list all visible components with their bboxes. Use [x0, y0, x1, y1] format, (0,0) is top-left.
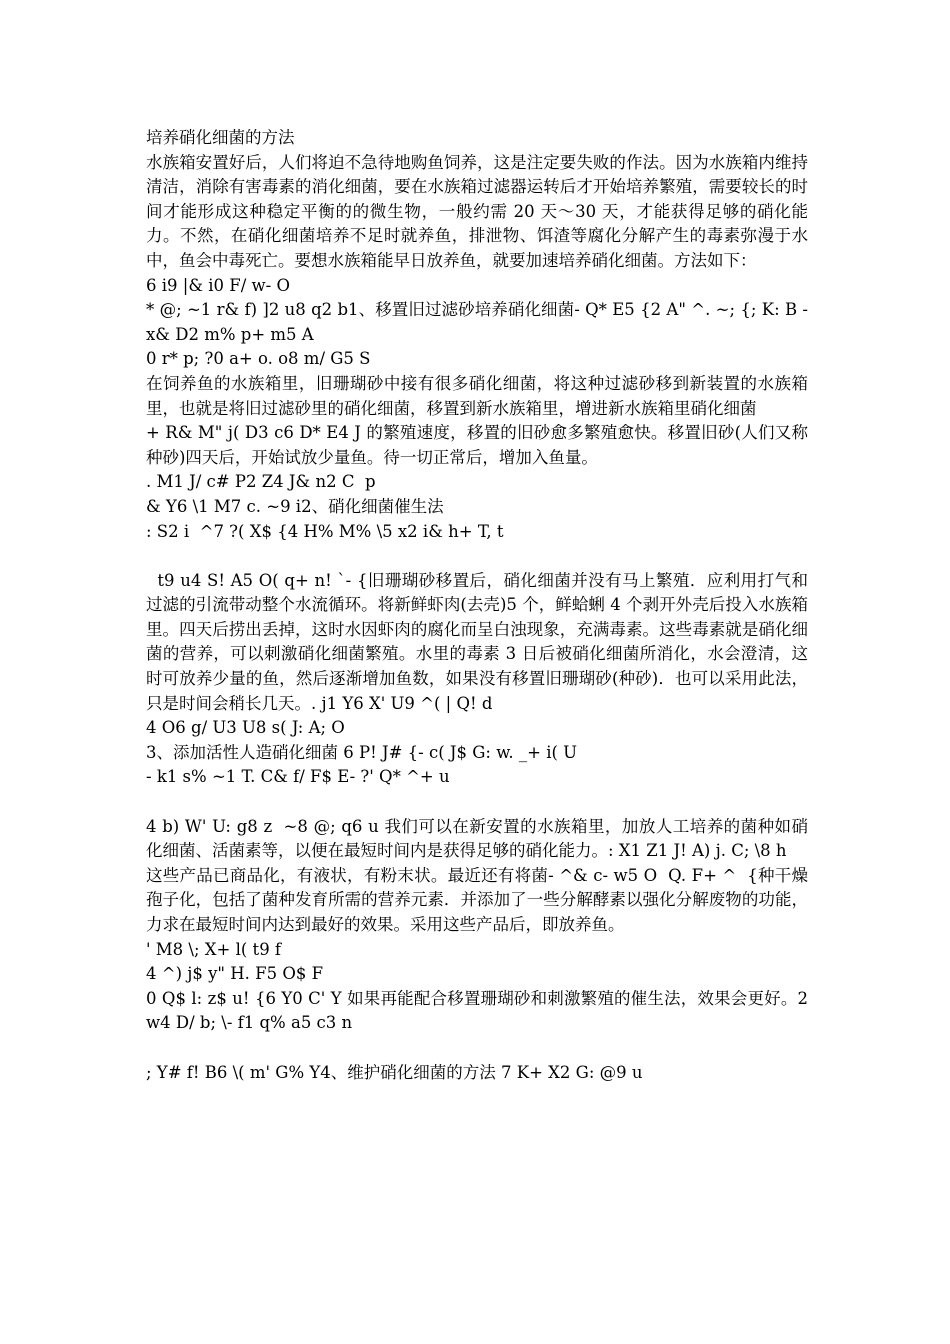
paragraph: 在饲养鱼的水族箱里，旧珊瑚砂中接有很多硝化细菌，将这种过滤砂移到新装置的水族箱里，也就是将旧过滤砂里的硝化细菌，移置到新水族箱里，增进新水族箱里硝化细菌: [146, 373, 808, 418]
paragraph: 4 ^) j$ y" H. F5 O$ F: [146, 964, 324, 984]
paragraph: 这些产品已商品化，有液状，有粉末状。最近还有将菌- ^& c- w5 O Q. F+ ^ {种干燥孢子化，包括了菌种发育所需的营养元素．并添加了一些分解酵素以强化分解废物的功能，力求在最短时间内达到最好的效果。采用这些产品后，即放养鱼。: [146, 865, 808, 934]
paragraph: + R& M" j( D3 c6 D* E4 J 的繁殖速度，移置的旧砂愈多繁殖愈快。移置旧砂(人们又称种砂)四天后，开始试放少量鱼。待一切正常后，增加入鱼量。: [146, 423, 808, 467]
paragraph: . M1 J/ c# P2 Z4 J& n2 C p: [146, 472, 376, 492]
paragraph: 0 r* p; ?0 a+ o. o8 m/ G5 S: [146, 349, 371, 369]
paragraph: 4 O6 g/ U3 U8 s( J: A; O: [146, 718, 345, 738]
document-body: [146, 126, 814, 1085]
blank-line: [146, 1036, 808, 1061]
paragraph: 0 Q$ l: z$ u! {6 Y0 C' Y 如果再能配合移置珊瑚砂和刺激繁殖的催生法，效果会更好。2 w4 D/ b; \- f1 q% a5 c3 n: [146, 988, 814, 1033]
blank-line: [146, 790, 808, 815]
section-heading: * @; ~1 r& f) ]2 u8 q2 b1、移置旧过滤砂培养硝化细菌- Q* E5 {2 A" ^. ~; {; K: B - x& D2 m% p+ m5 A: [146, 300, 814, 344]
paragraph: ' M8 \; X+ l( t9 f: [146, 939, 282, 959]
paragraph: 水族箱安置好后，人们将迫不急待地购鱼饲养，这是注定要失败的作法。因为水族箱内维持清洁，消除有害毒素的消化细菌，要在水族箱过滤器运转后才开始培养繁殖，需要较长的时间才能形成这种稳定平衡的的微生物，一般约需 20 天～30 天，才能获得足够的硝化能力。不然，在硝化细菌培养不足时就养鱼，排泄物、饵渣等腐化分解产生的毒素弥漫于水中，鱼会中毒死亡。要想水族箱能早日放养鱼，就要加速培养硝化细菌。方法如下：: [146, 152, 808, 270]
blank-line: [146, 544, 808, 569]
paragraph: - k1 s% ~1 T. C& f/ F$ E- ?' Q* ^+ u: [146, 767, 450, 787]
section-heading: 3、添加活性人造硝化细菌 6 P! J# {- c( J$ G: w. _+ i( U: [146, 742, 578, 762]
document-title: 培养硝化细菌的方法: [146, 128, 295, 147]
paragraph: 4 b) W' U: g8 z ~8 @; q6 u 我们可以在新安置的水族箱里，加放人工培养的菌种如硝化细菌、活菌素等，以便在最短时间内是获得足够的硝化能力。: X1 Z1 J! A) j. C; \8 h: [146, 816, 808, 861]
section-heading: ; Y# f! B6 \( m' G% Y4、维护硝化细菌的方法 7 K+ X2 G: @9 u: [146, 1062, 643, 1082]
paragraph: 6 i9 |& i0 F/ w- O: [146, 275, 290, 295]
section-heading: & Y6 \1 M7 c. ~9 i2、硝化细菌催生法: [146, 496, 444, 516]
paragraph: t9 u4 S! A5 O( q+ n! `- {旧珊瑚砂移置后，硝化细菌并没有马上繁殖．应利用打气和过滤的引流带动整个水流循环。将新鲜虾肉(去壳)5 个，鲜蛤蜊 4 个剥开外壳后投入水族箱里。四天后捞出丢掉，这时水因虾肉的腐化而呈白浊现象，充满毒素。这些毒素就是硝化细菌的营养，可以刺激硝化细菌繁殖。水里的毒素 3 日后被硝化细菌所消化，水会澄清，这时可放养少量的鱼，然后逐渐增加鱼数，如果没有移置旧珊瑚砂(种砂)．也可以采用此法，只是时间会稍长几天。. j1 Y6 X' U9 ^( | Q! d: [146, 570, 808, 713]
paragraph: : S2 i ^7 ?( X$ {4 H% M% \5 x2 i& h+ T, t: [146, 521, 504, 541]
